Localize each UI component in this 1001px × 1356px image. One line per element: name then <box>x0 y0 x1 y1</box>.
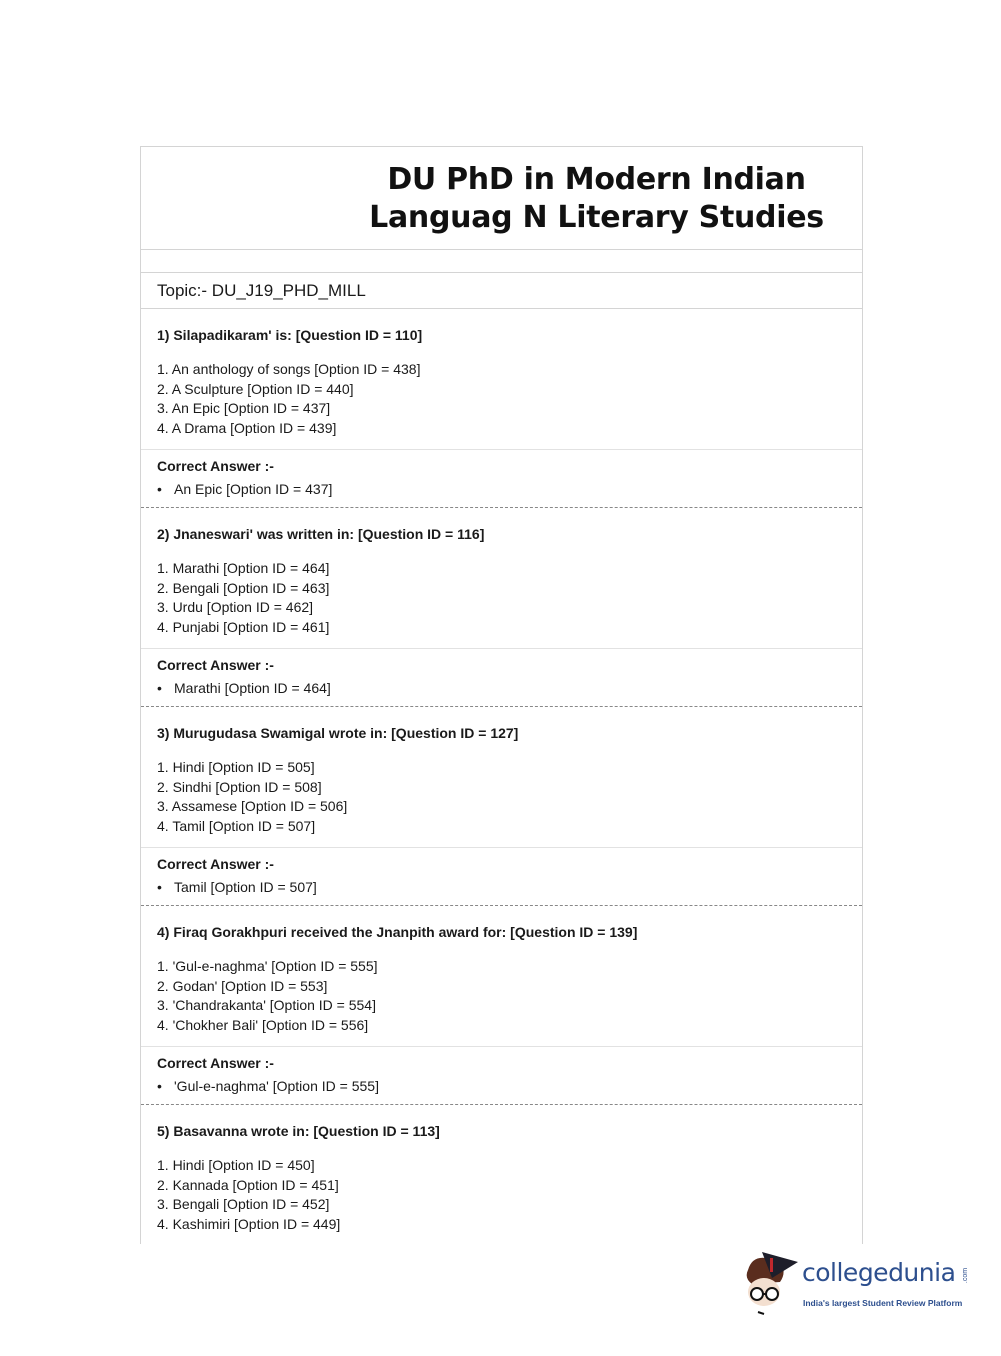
question-block <box>141 707 862 906</box>
option-item: 3. Assamese [Option ID = 506] <box>157 798 348 814</box>
option-item: 4. A Drama [Option ID = 439] <box>157 419 337 436</box>
logo-suffix: .com <box>962 1267 970 1284</box>
correct-answer-label: Correct Answer :- <box>157 657 274 673</box>
option-item: 4. Punjabi [Option ID = 461] <box>157 618 330 635</box>
correct-answer-text: Tamil [Option ID = 507] <box>174 879 317 895</box>
correct-answer <box>157 480 862 498</box>
question-paper <box>140 146 863 1244</box>
correct-answer-label: Correct Answer :- <box>157 1055 274 1071</box>
correct-answer-text: 'Gul-e-naghma' [Option ID = 555] <box>174 1078 379 1094</box>
option-item: 2. A Sculpture [Option ID = 440] <box>157 380 354 397</box>
correct-answer-section <box>141 649 862 706</box>
option-item: 4. Kashimiri [Option ID = 449] <box>157 1215 341 1232</box>
title-line-2: Languag N Literary Studies <box>369 200 824 235</box>
bullet-icon: • <box>157 680 162 696</box>
option-item: 2. Kannada [Option ID = 451] <box>157 1176 339 1193</box>
question-body <box>141 309 862 450</box>
question-body <box>141 1105 862 1244</box>
option-item: 1. Hindi [Option ID = 450] <box>157 1157 315 1173</box>
correct-answer <box>157 1077 862 1095</box>
correct-answer-section <box>141 848 862 905</box>
question-block <box>141 1105 862 1244</box>
option-item: 1. Marathi [Option ID = 464] <box>157 560 330 576</box>
bullet-icon: • <box>157 879 162 895</box>
option-item: 2. Bengali [Option ID = 463] <box>157 579 330 596</box>
correct-answer-label: Correct Answer :- <box>157 458 274 474</box>
option-item: 2. Sindhi [Option ID = 508] <box>157 778 322 795</box>
option-item: 1. An anthology of songs [Option ID = 438] <box>157 361 421 377</box>
correct-answer-section <box>141 1047 862 1104</box>
option-item: 3. Urdu [Option ID = 462] <box>157 599 314 615</box>
option-item: 1. 'Gul-e-naghma' [Option ID = 555] <box>157 958 378 974</box>
question-body <box>141 707 862 848</box>
question-title: 2) Jnaneswari' was written in: [Question ID = 116] <box>157 526 485 542</box>
question-body <box>141 508 862 649</box>
question-block <box>141 906 862 1105</box>
option-item: 3. Bengali [Option ID = 452] <box>157 1196 330 1212</box>
option-item: 4. 'Chokher Bali' [Option ID = 556] <box>157 1016 369 1033</box>
question-list <box>141 309 862 1244</box>
bullet-icon: • <box>157 481 162 497</box>
correct-answer-section <box>141 450 862 507</box>
document-title <box>331 161 862 237</box>
correct-answer-text: An Epic [Option ID = 437] <box>174 481 333 497</box>
correct-answer <box>157 679 862 697</box>
question-block <box>141 309 862 508</box>
question-body <box>141 906 862 1047</box>
option-item: 3. An Epic [Option ID = 437] <box>157 400 331 416</box>
title-line-1: DU PhD in Modern Indian <box>387 162 806 197</box>
mascot-icon <box>742 1248 804 1318</box>
correct-answer-label: Correct Answer :- <box>157 856 274 872</box>
logo-wordmark: collegedunia <box>802 1258 956 1287</box>
title-block <box>141 147 862 250</box>
logo-tagline: India's largest Student Review Platform <box>803 1298 963 1308</box>
spacer-row <box>141 250 862 273</box>
question-title: 3) Murugudasa Swamigal wrote in: [Question ID = 127] <box>157 725 519 741</box>
correct-answer-text: Marathi [Option ID = 464] <box>174 680 331 696</box>
option-item: 4. Tamil [Option ID = 507] <box>157 817 316 834</box>
question-title: 4) Firaq Gorakhpuri received the Jnanpith award for: [Question ID = 139] <box>157 924 638 940</box>
collegedunia-logo <box>742 1248 972 1318</box>
question-title: 5) Basavanna wrote in: [Question ID = 113] <box>157 1123 440 1139</box>
option-item: 1. Hindi [Option ID = 505] <box>157 759 315 775</box>
bullet-icon: • <box>157 1078 162 1094</box>
question-block <box>141 508 862 707</box>
question-title: 1) Silapadikaram' is: [Question ID = 110] <box>157 327 423 343</box>
topic: Topic:- DU_J19_PHD_MILL <box>141 273 862 309</box>
option-item: 2. Godan' [Option ID = 553] <box>157 977 328 994</box>
option-item: 3. 'Chandrakanta' [Option ID = 554] <box>157 997 376 1013</box>
correct-answer <box>157 878 862 896</box>
